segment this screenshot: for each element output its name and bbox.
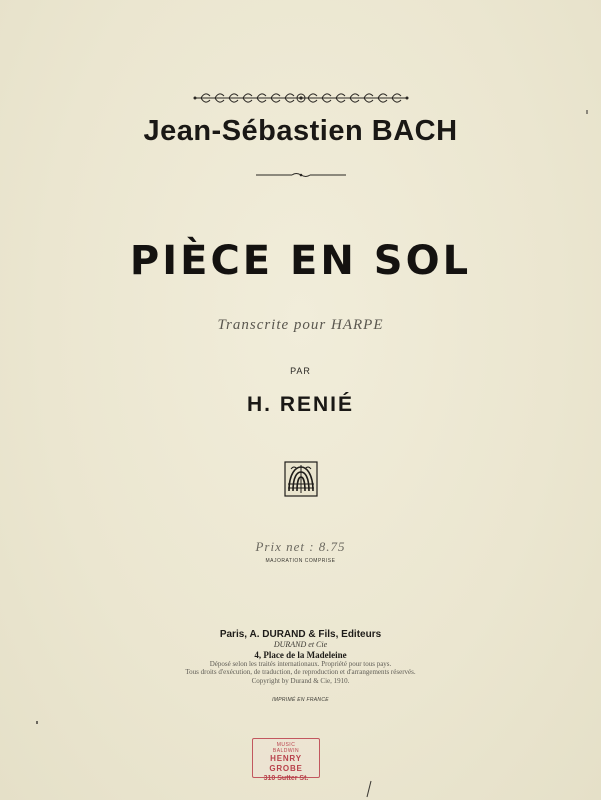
- pencil-mark-icon: [365, 780, 373, 798]
- dealer-stamp: [252, 738, 320, 782]
- stamp-line-3: HENRY GROBE: [269, 754, 303, 773]
- flourish-icon: [256, 171, 346, 179]
- price: Prix net : 8.75: [255, 539, 346, 554]
- subtitle: Transcrite pour HARPE: [217, 317, 384, 333]
- top-ornament: [0, 88, 601, 113]
- composer-name: Jean-Sébastien BACH: [143, 115, 458, 147]
- paper-mark: [586, 110, 588, 114]
- stamp-line-1: MUSIC: [276, 742, 296, 748]
- printed-in-france: IMPRIMÉ EN FRANCE: [272, 697, 329, 703]
- publisher-line: Paris, A. DURAND & Fils, Editeurs: [219, 629, 382, 640]
- stamp-line-2: BALDWIN: [272, 748, 300, 754]
- publisher-address: 4, Place de la Madeleine: [254, 650, 347, 660]
- lyre-emblem-icon: [284, 461, 318, 497]
- stamp-line-4: 310 Sutter St.: [263, 775, 309, 782]
- paper-mark: [36, 721, 38, 724]
- publisher-firm: DURAND et Cie: [273, 640, 328, 649]
- piece-title: PIÈCE EN SOL: [129, 238, 472, 284]
- by-label: PAR: [290, 366, 311, 376]
- legal-line-2: Tous droits d'exécution, de traduction, de reproduction et d'arrangements réservés.: [185, 668, 416, 676]
- publisher-emblem: [0, 461, 601, 502]
- legal-line-1: Déposé selon les traités internationaux. Propriété pour tous pays.: [209, 660, 392, 668]
- copyright-line: Copyright by Durand & Cie, 1910.: [251, 677, 350, 685]
- price-note: MAJORATION COMPRISE: [265, 558, 336, 564]
- laurel-ornament-icon: [191, 88, 411, 108]
- divider-flourish: [0, 166, 601, 184]
- arranger-name: H. RENIÉ: [246, 393, 354, 416]
